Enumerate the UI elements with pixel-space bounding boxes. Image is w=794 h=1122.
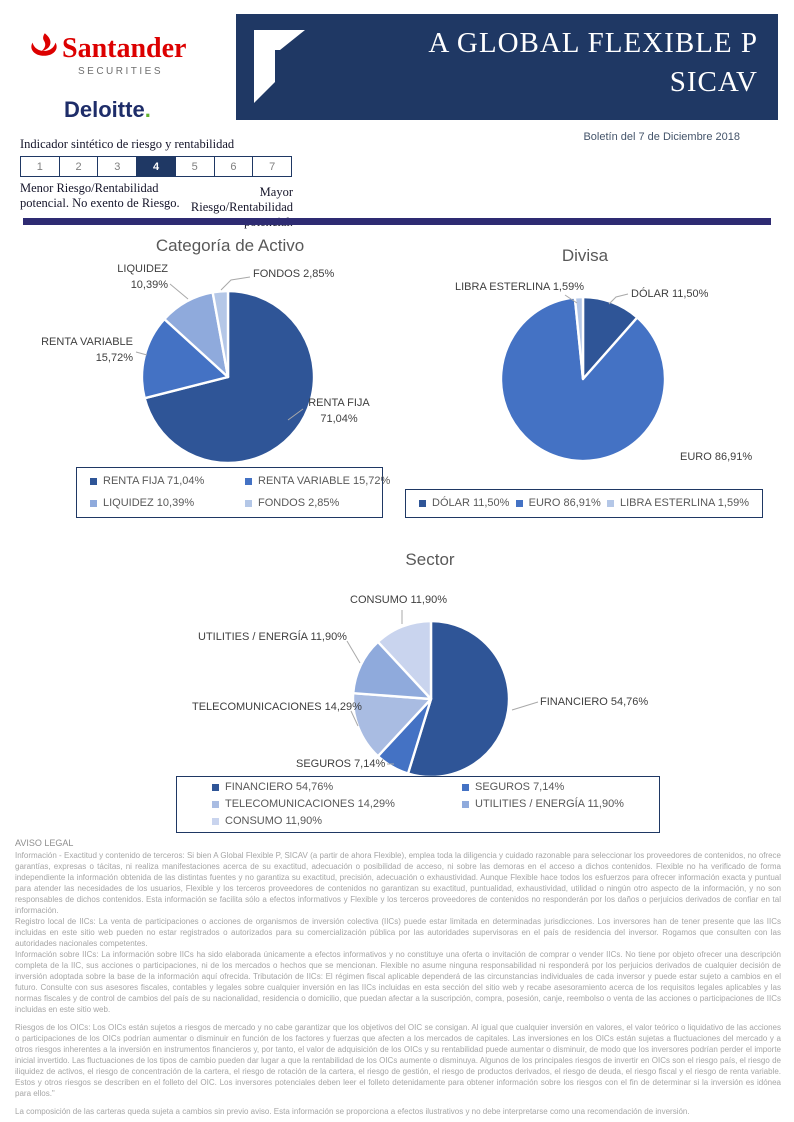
callout-renta-variable: RENTA VARIABLE 15,72% xyxy=(41,336,133,364)
risk-level-7: 7 xyxy=(269,160,276,173)
risk-level-6: 6 xyxy=(215,157,254,176)
section-divider xyxy=(23,218,771,225)
legend-marker-icon xyxy=(212,784,219,791)
legend-marker-icon xyxy=(607,500,614,507)
pie-chart-divisa xyxy=(483,279,683,479)
callout-telecomunicaciones: TELECOMUNICACIONES 14,29% xyxy=(192,701,362,713)
risk-note-higher-line1: Mayor Riesgo/Rentabilidad xyxy=(190,185,293,214)
legal-paragraph: La composición de las carteras queda sujeta a cambios sin previo aviso. Esta información se proporciona a efectos ilustrativos y no debe interpretarse como una recomendación de inversión. xyxy=(15,1107,690,1116)
legend-marker-icon xyxy=(419,500,426,507)
legal-heading: AVISO LEGAL xyxy=(15,838,74,848)
fund-title-line2: SICAV xyxy=(669,66,758,98)
legal-paragraph: Información - Exactitud y contenido de terceros: Si bien A Global Flexible P, SICAV (a partir de ahora Flexible), emplea toda la diligencia y cuidado razonable para seleccionar los proveedores de contenidos, no ofrece garantías, expresas o tácitas, ni realiza manifestaciones acerca de su exactitud, adecuación o posibilidad de acceso, ni sobre las demoras en el acceso a dichos contenidos. Flexible no ha verificado de forma independiente la información obtenida de las distintas fuentes y no garantiza su exactitud, precisión, adecuación o exhaustividad. Aunque Flexible hace todos los esfuerzos para ofrecer información exacta y puntual para atender las necesidades de los usuarios, Flexible y los terceros proveedores de contenidos no garantizan su exactitud, puntualidad, exhaustividad, utilidad o ningún otro aspecto de la información, y no son responsables de dichos contenidos. Esta información se facilita sólo a efectos informativos y Flexible y los terceros proveedores de contenidos no responderán por los daños o perjuicios derivados de confiar en tal información. xyxy=(15,851,781,915)
legend-marker-icon xyxy=(212,818,219,825)
legend-sector xyxy=(176,776,660,833)
callout-renta-fija: RENTA FIJA 71,04% xyxy=(308,397,370,425)
bulletin-date: Boletín del 7 de Diciembre 2018 xyxy=(583,131,740,143)
legend-marker-icon xyxy=(245,478,252,485)
santander-securities-label: SECURITIES xyxy=(78,66,164,77)
deloitte-wordmark: Deloitte xyxy=(64,97,145,122)
fund-title-banner xyxy=(236,14,778,120)
legend-item: RENTA VARIABLE 15,72% xyxy=(245,474,390,489)
callout-dolar: DÓLAR 11,50% xyxy=(631,288,709,300)
risk-note-lower xyxy=(20,181,180,211)
chart-title-divisa: Divisa xyxy=(561,246,609,265)
legal-paragraph: Riesgos de los OICs: Los OICs están sujetos a riesgos de mercado y no cabe garantizar que los objetivos del OIC se consigan. Al igual que cualquier inversión en valores, el valor teórico o liquidativo de las acciones o participaciones de los OICs podrían aumentar o disminuir en función de los factores y fuerzas que afecten a los mercados de capitales. Las inversiones en los OICs están sujetas a fluctuaciones del mercado y a otros riesgos inherentes a la inversión en instrumentos financieros y, por tanto, el valor de adquisición de los OICs y su rentabilidad puede aumentar o disminuir, de modo que los inversores podrían perder el importe inicial invertido. Las fluctuaciones de los tipos de cambio pueden dar lugar a que la rentabilidad de los OICs aumente o disminuya. Algunos de los principales riesgos de invertir en OICs son el riesgo país, el riesgo de iliquidez de activos, el riesgo de concentración de la cartera, el riesgo de rotación de la cartera, el riesgo de gestión, el riesgo de productos derivados, el riesgo de deuda, el riesgo fiscal y el riesgo de renta variable. Estos y otros riesgos se describen en el folleto del OIC. Los inversores potenciales deben leer el folleto detenidamente para obtener información sobre los riesgos con el fin de determinar si la inversión es idónea para ellos." xyxy=(15,1023,781,1098)
risk-level-5: 5 xyxy=(176,157,215,176)
legend-marker-icon xyxy=(245,500,252,507)
callout-consumo: CONSUMO 11,90% xyxy=(350,594,447,606)
legend-item: UTILITIES / ENERGÍA 11,90% xyxy=(462,797,659,812)
legend-marker-icon xyxy=(516,500,523,507)
risk-scale xyxy=(20,156,292,177)
pie-chart-categoria-activo xyxy=(128,277,328,477)
risk-level-3: 3 xyxy=(98,157,137,176)
flag-icon xyxy=(244,20,314,110)
callout-euro: EURO 86,91% xyxy=(680,451,753,463)
legend-item: SEGUROS 7,14% xyxy=(462,780,659,795)
legend-item: DÓLAR 11,50% xyxy=(419,496,509,511)
legend-marker-icon xyxy=(462,784,469,791)
fund-title xyxy=(428,24,758,102)
legend-item: RENTA FIJA 71,04% xyxy=(90,474,245,489)
legend-categoria-activo xyxy=(76,467,391,518)
legal-paragraph: Registro local de IICs: La venta de participaciones o acciones de organismos de inversión colectiva (IICs) puede estar limitada en determinadas jurisdicciones. Los inversores han de tener presente que las IICs incluidas en este sitio web pueden no estar registrados o autorizados para su comercialización pública por las autoridades supervisoras en el país de residencia del inversor. Rogamos que consulten con las autoridades nacionales competentes. xyxy=(15,917,781,948)
callout-fondos: FONDOS 2,85% xyxy=(253,268,335,280)
legend-marker-icon xyxy=(462,801,469,808)
legend-marker-icon xyxy=(90,500,97,507)
legend-item: LIQUIDEZ 10,39% xyxy=(90,496,245,511)
callout-libra-esterlina: LIBRA ESTERLINA 1,59% xyxy=(455,281,585,293)
callout-liquidez: LIQUIDEZ 10,39% xyxy=(117,263,168,291)
chart-title-categoria-activo: Categoría de Activo xyxy=(155,236,305,255)
legend-marker-icon xyxy=(212,801,219,808)
legend-item: TELECOMUNICACIONES 14,29% xyxy=(212,797,462,812)
legend-item: CONSUMO 11,90% xyxy=(212,814,462,829)
santander-flame-icon xyxy=(27,31,61,61)
deloitte-green-dot: . xyxy=(144,97,151,122)
legend-item: LIBRA ESTERLINA 1,59% xyxy=(607,496,749,511)
risk-level-1: 1 xyxy=(21,157,60,176)
legal-paragraph: Información sobre IICs: La información sobre IICs ha sido elaborada únicamente a efectos informativos y no constituye una oferta o invitación de comprar o vender IICs. No tiene por objeto ofrecer una descripción completa de la IIC, sus acciones o participaciones, ni de los mercados o hechos que se mencionan. Flexible no asume ninguna responsabilidad ni responderá por los perjuicios derivados de cualquier decisión de inversión adoptada sobre la base de la información aquí ofrecida. Tributación de IICs: El régimen fiscal aplicable dependerá de las circunstancias individuales de cada inversor y puede estar sujeto a cambios en el futuro. Consulte con sus asesores fiscales, contables y legales sobre cualquier inversión en las IICs incluidas en esta sección del sitio web y recabe asesoramiento acerca de los requisitos legales aplicables y las normas fiscales y de control de cambios del país de su nacionalidad, residencia o domicilio, que puedan afectar a la suscripción, compra, posesión, canje, reembolso o venta de las acciones o participaciones de IICs incluidas en este sitio web. xyxy=(15,950,781,1014)
risk-level-2: 2 xyxy=(60,157,99,176)
callout-financiero: FINANCIERO 54,76% xyxy=(540,696,649,708)
fund-title-line1: A GLOBAL FLEXIBLE P xyxy=(428,27,758,59)
risk-note-lower-line2: potencial. No exento de Riesgo. xyxy=(20,196,180,210)
legal-disclaimer xyxy=(15,838,781,1117)
santander-logo: Santander xyxy=(62,33,187,64)
callout-utilities: UTILITIES / ENERGÍA 11,90% xyxy=(198,631,347,643)
legend-marker-icon xyxy=(90,478,97,485)
legend-item: FINANCIERO 54,76% xyxy=(212,780,462,795)
risk-note-lower-line1: Menor Riesgo/Rentabilidad xyxy=(20,181,159,195)
legend-divisa xyxy=(405,489,763,518)
legend-item: EURO 86,91% xyxy=(516,496,601,511)
legend-item: FONDOS 2,85% xyxy=(245,496,390,511)
deloitte-logo xyxy=(64,97,151,123)
callout-seguros: SEGUROS 7,14% xyxy=(296,758,386,770)
risk-indicator-label: Indicador sintético de riesgo y rentabilidad xyxy=(20,137,235,151)
chart-title-sector: Sector xyxy=(405,550,455,569)
risk-level-4-selected: 4 xyxy=(137,157,176,176)
